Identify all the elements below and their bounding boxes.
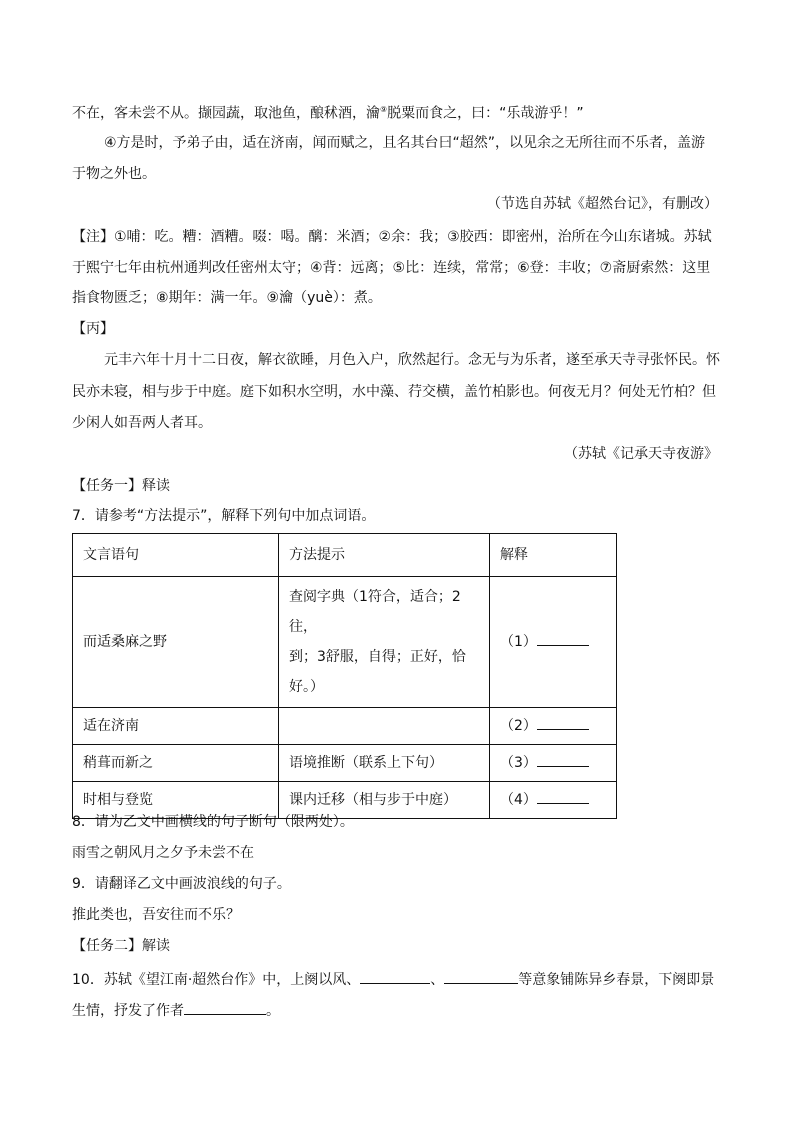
answer-blank[interactable]: [360, 969, 430, 984]
question-8-sentence: 雨雪之朝风月之夕予未尝不在: [72, 845, 254, 861]
answer-blank[interactable]: [184, 1000, 266, 1015]
table-header-cell: 文言语句: [73, 534, 279, 577]
table-cell-hint: [279, 708, 490, 745]
table-header-cell: 解释: [490, 534, 617, 577]
table-cell-sentence: 稍葺而新之: [73, 745, 279, 782]
notes-line2: 于熙宁七年由杭州通判改任密州太守；④背：远离；⑤比：连续，常常；⑥登：丰收；⑦斋厨索然：这里: [72, 260, 711, 276]
passage-c-line2: 民亦未寝，相与步于中庭。庭下如积水空明，水中藻、荇交横，盖竹柏影也。何夜无月？何处无竹柏？但: [72, 384, 716, 400]
passage-c-source: （苏轼《记承天寺夜游》: [564, 446, 718, 462]
table-cell-hint: [279, 577, 490, 708]
word-explanation-table: [72, 533, 617, 819]
passage-c-heading: 【丙】: [72, 321, 114, 337]
hint-line: 好。）: [289, 679, 324, 695]
table-row: [73, 577, 617, 708]
answer-blank[interactable]: [537, 789, 589, 804]
question-8: 8．请为乙文中画横线的句子断句（限两处）。: [72, 814, 354, 830]
task2-heading: 【任务二】解读: [72, 938, 170, 954]
answer-blank[interactable]: [537, 631, 589, 646]
table-cell-answer[interactable]: （4）: [490, 782, 617, 819]
passage-b-para4-line2: 于物之外也。: [72, 166, 156, 182]
table-row: [73, 745, 617, 782]
question-9-sentence: 推此类也，吾安往而不乐？: [72, 907, 240, 923]
table-cell-hint: 语境推断（联系上下句）: [279, 745, 490, 782]
answer-blank[interactable]: [537, 752, 589, 767]
notes-line1: 【注】①哺：吃。糟：酒糟。啜：喝。醨：米酒；②余：我；③胶西：即密州，治所在今山东诸城。苏轼: [72, 229, 712, 245]
table-cell-sentence: 时相与登览: [73, 782, 279, 819]
table-cell-sentence: 适在济南: [73, 708, 279, 745]
hint-line: 查阅字典（1符合，适合；2往，: [289, 589, 461, 635]
question-9: 9．请翻译乙文中画波浪线的句子。: [72, 876, 291, 892]
question-10-line2: 生情，抒发了作者 。: [72, 1000, 280, 1021]
table-row: [73, 708, 617, 745]
notes-line3: 指食物匮乏；⑧期年：满一年。⑨瀹（yuè）：煮。: [72, 290, 382, 306]
table-header-row: [73, 534, 617, 577]
question-7: 7．请参考“方法提示”，解释下列句中加点词语。: [72, 508, 376, 524]
passage-c-line1: 元丰六年十月十二日夜，解衣欲睡，月色入户，欣然起行。念无与为乐者，遂至承天寺寻张怀民。怀: [104, 352, 720, 368]
table-cell-answer[interactable]: （2）: [490, 708, 617, 745]
question-10-line1: 10．苏轼《望江南·超然台作》中，上阕以风、 、 等意象铺陈异乡春景，下阕即景: [72, 969, 714, 990]
note-marker: ⑨: [380, 105, 388, 114]
table-cell-answer[interactable]: （3）: [490, 745, 617, 782]
passage-b-line1: 不在，客未尝不从。撷园蔬，取池鱼，酿秫酒，瀹⑨脱粟而食之，曰：“乐哉游乎！”: [72, 105, 584, 122]
passage-b-para4-line1: ④方是时，予弟子由，适在济南，闻而赋之，且名其台曰“超然”，以见余之无所往而不乐者，盖游: [104, 135, 706, 151]
passage-b-source: （节选自苏轼《超然台记》，有删改）: [487, 196, 718, 212]
table-cell-hint: 课内迁移（相与步于中庭）: [279, 782, 490, 819]
hint-line: 到；3舒服，自得；正好，恰: [289, 649, 466, 665]
answer-blank[interactable]: [444, 969, 518, 984]
answer-blank[interactable]: [537, 715, 589, 730]
passage-c-line3: 少闲人如吾两人者耳。: [72, 415, 212, 431]
task1-heading: 【任务一】释读: [72, 478, 170, 494]
table-cell-answer[interactable]: （1）: [490, 577, 617, 708]
table-header-cell: 方法提示: [279, 534, 490, 577]
table-cell-sentence: 而适桑麻之野: [73, 577, 279, 708]
